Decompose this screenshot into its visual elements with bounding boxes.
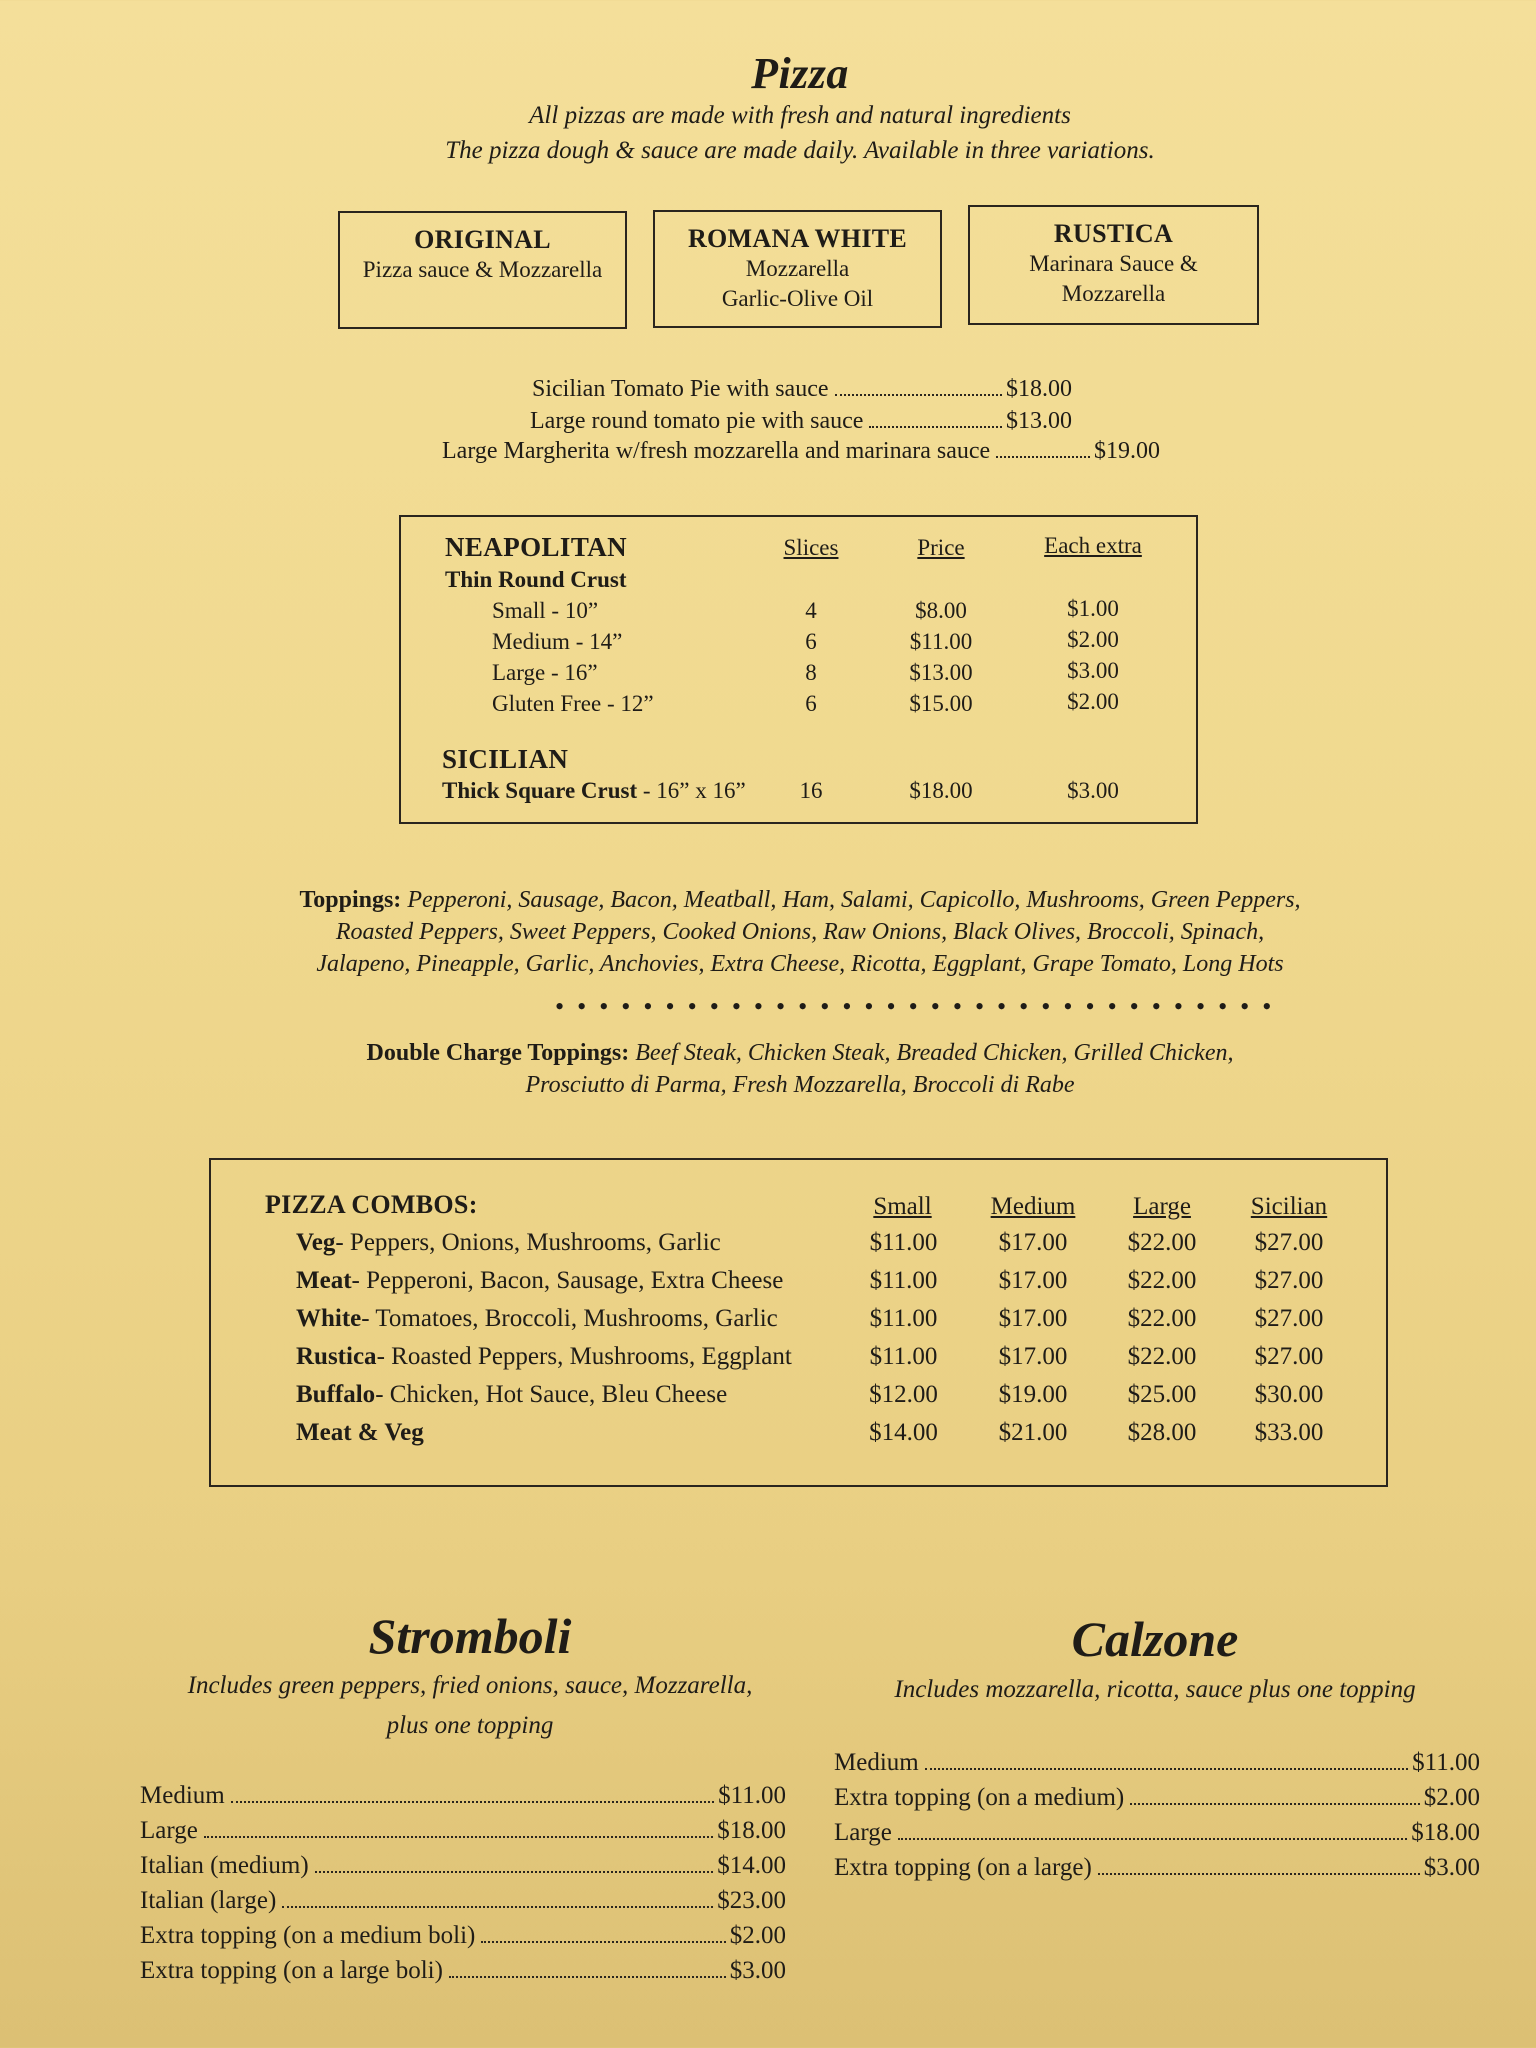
dot-leader: [315, 1871, 714, 1873]
neapolitan-slices: 8: [805, 660, 817, 685]
sicilian-crust-line: [442, 778, 746, 804]
combo-row: [296, 1343, 1356, 1381]
dot-leader: [835, 394, 1003, 396]
neapolitan-slices: 4: [805, 598, 817, 623]
toppings-block: [0, 884, 1536, 980]
neapolitan-extra: $2.00: [1067, 627, 1119, 652]
combo-name-cell: [296, 1419, 856, 1447]
combo-price-medium: $17.00: [998, 1343, 1068, 1370]
calzone-subtitle: [830, 1670, 1480, 1710]
sicilian-crust: Thick Square Crust: [442, 778, 638, 803]
sicilian-size: - 16” x 16”: [637, 778, 746, 803]
variation-name: ROMANA WHITE: [687, 224, 908, 253]
dot-separator: •••••••••••••••••••••••••••••••••: [555, 992, 1285, 1021]
calzone-title: Calzone: [1071, 1611, 1239, 1667]
combo-name: Buffalo: [296, 1381, 376, 1408]
combo-name-cell: [296, 1343, 856, 1371]
combo-name: Meat & Veg: [296, 1419, 424, 1446]
dot-leader: [282, 1906, 713, 1908]
dot-leader: [996, 456, 1090, 458]
dot-leader: [231, 1801, 714, 1803]
combo-name: Meat: [296, 1267, 352, 1294]
col-each-extra: Each extra: [1044, 533, 1142, 558]
col-slices: Slices: [783, 535, 839, 560]
item-name: Extra topping (on a large boli): [140, 1957, 443, 1984]
calzone-item: [834, 1749, 1480, 1784]
combo-name-cell: [296, 1305, 856, 1333]
stromboli-item: [140, 1817, 786, 1852]
combo-col-sicilian: Sicilian: [1250, 1193, 1328, 1220]
combo-col-medium: Medium: [990, 1193, 1076, 1220]
variation-desc: Garlic-Olive Oil: [721, 286, 874, 311]
dot-leader: [1130, 1803, 1420, 1805]
item-name: Medium: [140, 1782, 225, 1809]
stromboli-item: [140, 1922, 786, 1957]
combo-row: [296, 1229, 1356, 1267]
dot-leader: [449, 1976, 726, 1978]
pie-price: $13.00: [1006, 408, 1072, 434]
combo-col-small: Small: [873, 1193, 932, 1220]
combo-price-medium: $17.00: [998, 1267, 1068, 1294]
combo-price-sicilian: $27.00: [1254, 1305, 1324, 1332]
item-price: $11.00: [718, 1782, 786, 1809]
variation-desc: Mozzarella: [1061, 281, 1166, 306]
neapolitan-slices: 6: [805, 629, 817, 654]
item-name: Italian (medium): [140, 1852, 309, 1879]
pizza-subtitle-2: The pizza dough & sauce are made daily. Available in three variations.: [445, 137, 1155, 164]
dot-leader: [869, 426, 1002, 428]
combo-price-small: $11.00: [869, 1305, 938, 1332]
item-price: $14.00: [717, 1852, 786, 1879]
combo-name: White: [296, 1305, 362, 1332]
combo-desc: - Pepperoni, Bacon, Sausage, Extra Cheese: [351, 1267, 784, 1294]
pie-name: Large round tomato pie with sauce: [530, 408, 864, 434]
dot-leader: [204, 1836, 713, 1838]
variation-desc: Mozzarella: [745, 256, 850, 281]
sicilian-heading: SICILIAN: [442, 744, 569, 774]
combo-price-large: $25.00: [1127, 1381, 1197, 1408]
neapolitan-extra: $1.00: [1067, 596, 1119, 621]
combo-price-medium: $21.00: [998, 1419, 1068, 1446]
combo-desc: - Chicken, Hot Sauce, Bleu Cheese: [375, 1381, 728, 1408]
pie-line: [442, 438, 1160, 465]
calzone-sub-line: Includes mozzarella, ricotta, sauce plus one topping: [894, 1676, 1416, 1703]
pizza-title: Pizza: [751, 49, 849, 98]
item-name: Extra topping (on a large): [834, 1854, 1092, 1881]
pie-line: [532, 376, 1072, 403]
combo-price-large: $22.00: [1127, 1267, 1197, 1294]
combo-price-sicilian: $27.00: [1254, 1343, 1324, 1370]
item-name: Medium: [834, 1749, 919, 1776]
item-name: Large: [834, 1819, 892, 1846]
neapolitan-slices: 6: [805, 691, 817, 716]
item-price: $2.00: [729, 1922, 786, 1949]
combo-price-sicilian: $27.00: [1254, 1267, 1324, 1294]
combo-desc: - Peppers, Onions, Mushrooms, Garlic: [335, 1229, 721, 1256]
sicilian-slices: 16: [799, 778, 823, 803]
combo-name: Rustica: [296, 1343, 377, 1370]
combo-price-small: $11.00: [869, 1267, 938, 1294]
variation-desc: Marinara Sauce &: [1029, 251, 1198, 276]
neapolitan-size: Medium - 14”: [492, 629, 623, 654]
combo-name-cell: [296, 1381, 856, 1409]
combo-price-sicilian: $33.00: [1254, 1419, 1324, 1446]
toppings-line: Jalapeno, Pineapple, Garlic, Anchovies, Extra Cheese, Ricotta, Eggplant, Grape Tomato, Long Hots: [316, 951, 1284, 977]
dot-leader: [1098, 1873, 1420, 1875]
combo-price-small: $11.00: [869, 1229, 938, 1256]
combo-name: Veg: [296, 1229, 336, 1256]
sicilian-extra: $3.00: [1067, 778, 1119, 803]
neapolitan-extra: $3.00: [1067, 658, 1119, 683]
neapolitan-size: Large - 16”: [492, 660, 598, 685]
stromboli-sub-line: Includes green peppers, fried onions, sauce, Mozzarella,: [187, 1672, 753, 1699]
combo-desc: - Tomatoes, Broccoli, Mushrooms, Garlic: [361, 1305, 778, 1332]
combos-rows: [296, 1229, 1356, 1457]
pie-line: [530, 408, 1072, 435]
toppings-line: Pepperoni, Sausage, Bacon, Meatball, Ham, Salami, Capicollo, Mushrooms, Green Peppers,: [407, 887, 1301, 913]
stromboli-item: [140, 1852, 786, 1887]
pizza-subtitle-1: All pizzas are made with fresh and natural ingredients: [529, 102, 1071, 129]
neapolitan-price: $15.00: [909, 691, 973, 716]
toppings-label: Toppings:: [299, 887, 402, 913]
toppings-line: Roasted Peppers, Sweet Peppers, Cooked Onions, Raw Onions, Black Olives, Broccoli, Spinach,: [335, 919, 1265, 945]
calzone-item: [834, 1784, 1480, 1819]
sicilian-price: $18.00: [909, 778, 973, 803]
variation-original: [338, 211, 627, 329]
dot-leader: [481, 1941, 725, 1943]
dot-leader: [925, 1768, 1408, 1770]
combo-price-medium: $17.00: [998, 1305, 1068, 1332]
combo-price-large: $28.00: [1127, 1419, 1197, 1446]
stromboli-sub-line: plus one topping: [386, 1712, 554, 1739]
col-price: Price: [917, 535, 965, 560]
pie-name: Large Margherita w/fresh mozzarella and marinara sauce: [442, 438, 991, 464]
combo-name-cell: [296, 1229, 856, 1257]
item-price: $2.00: [1423, 1784, 1480, 1811]
pie-price: $18.00: [1006, 376, 1072, 402]
item-price: $18.00: [1411, 1819, 1480, 1846]
combo-price-large: $22.00: [1127, 1305, 1197, 1332]
item-price: $18.00: [717, 1817, 786, 1844]
pie-name: Sicilian Tomato Pie with sauce: [532, 376, 829, 402]
neapolitan-extra: $2.00: [1067, 689, 1119, 714]
combo-price-small: $12.00: [869, 1381, 938, 1408]
combo-row: [296, 1305, 1356, 1343]
dot-leader: [898, 1838, 1407, 1840]
combo-name-cell: [296, 1267, 856, 1295]
neapolitan-price: $8.00: [915, 598, 967, 623]
item-price: $11.00: [1412, 1749, 1480, 1776]
variation-name: RUSTICA: [1053, 219, 1174, 248]
stromboli-title: Stromboli: [368, 1608, 572, 1664]
combo-price-sicilian: $30.00: [1254, 1381, 1324, 1408]
calzone-item: [834, 1854, 1480, 1889]
stromboli-list: [140, 1782, 786, 1992]
item-name: Extra topping (on a medium): [834, 1784, 1125, 1811]
combo-row: [296, 1267, 1356, 1305]
combo-price-small: $11.00: [869, 1343, 938, 1370]
item-price: $3.00: [1423, 1854, 1480, 1881]
stromboli-item: [140, 1957, 786, 1992]
double-toppings-line: Beef Steak, Chicken Steak, Breaded Chicken, Grilled Chicken,: [635, 1040, 1234, 1066]
combo-price-large: $22.00: [1127, 1343, 1197, 1370]
variation-desc: Pizza sauce & Mozzarella: [362, 257, 603, 282]
stromboli-item: [140, 1887, 786, 1922]
combo-row: [296, 1419, 1356, 1457]
combo-col-large: Large: [1133, 1193, 1191, 1220]
combo-price-small: $14.00: [869, 1419, 938, 1446]
pie-price: $19.00: [1094, 438, 1160, 464]
neapolitan-size: Small - 10”: [492, 598, 599, 623]
item-name: Italian (large): [140, 1887, 277, 1914]
neapolitan-price: $13.00: [909, 660, 973, 685]
neapolitan-subheading: Thin Round Crust: [445, 567, 627, 592]
neapolitan-size: Gluten Free - 12”: [492, 691, 654, 716]
variation-name: ORIGINAL: [414, 225, 551, 254]
variation-romana-white: [653, 210, 942, 328]
item-price: $3.00: [729, 1957, 786, 1984]
calzone-list: [834, 1749, 1480, 1889]
item-price: $23.00: [717, 1887, 786, 1914]
variation-rustica: [968, 205, 1259, 325]
double-toppings-line: Prosciutto di Parma, Fresh Mozzarella, Broccoli di Rabe: [525, 1072, 1075, 1098]
stromboli-subtitle: [140, 1666, 800, 1746]
combo-price-medium: $17.00: [998, 1229, 1068, 1256]
neapolitan-heading: NEAPOLITAN: [445, 532, 628, 562]
combo-price-medium: $19.00: [998, 1381, 1068, 1408]
item-name: Large: [140, 1817, 198, 1844]
double-toppings-label: Double Charge Toppings:: [366, 1040, 630, 1066]
combo-row: [296, 1381, 1356, 1419]
double-toppings-block: [0, 1037, 1536, 1101]
combo-price-sicilian: $27.00: [1254, 1229, 1324, 1256]
combos-heading: PIZZA COMBOS:: [265, 1190, 478, 1219]
neapolitan-price: $11.00: [909, 629, 973, 654]
item-name: Extra topping (on a medium boli): [140, 1922, 476, 1949]
stromboli-item: [140, 1782, 786, 1817]
combo-desc: - Roasted Peppers, Mushrooms, Eggplant: [376, 1343, 792, 1370]
combo-price-large: $22.00: [1127, 1229, 1197, 1256]
calzone-item: [834, 1819, 1480, 1854]
